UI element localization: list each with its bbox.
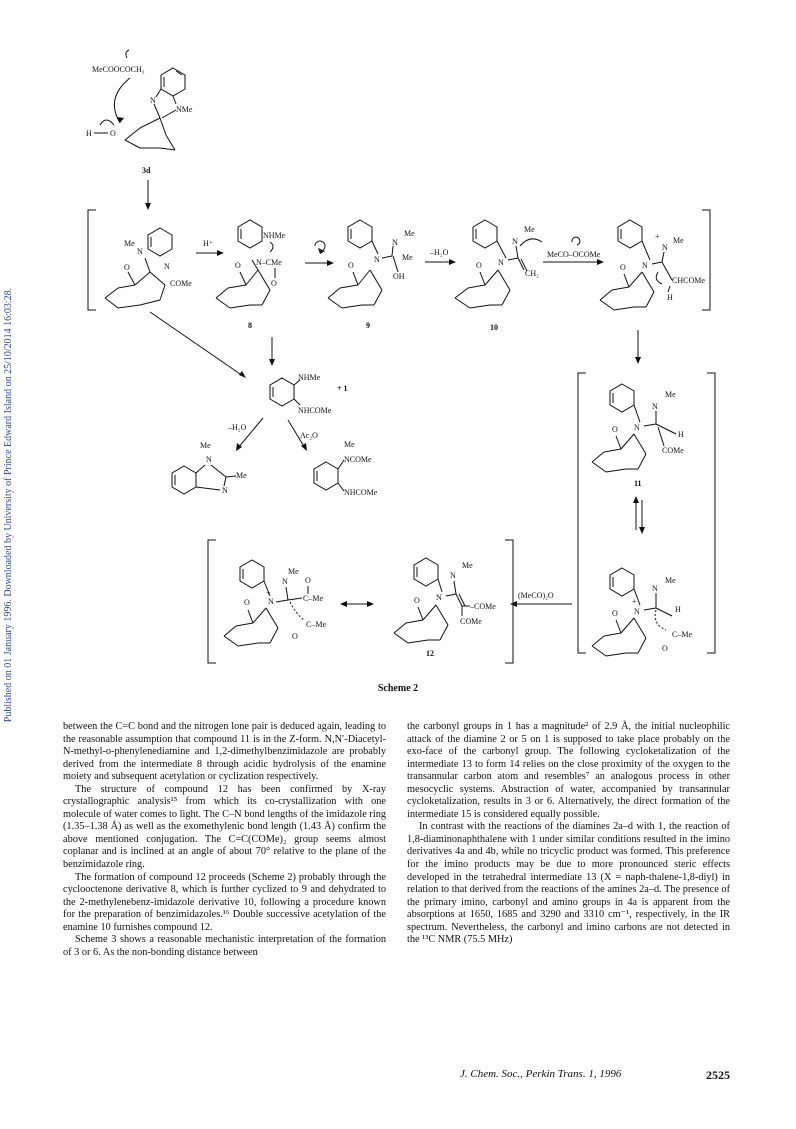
diacetyl-diamine-structure (270, 373, 348, 415)
diacetyl-product-structure (314, 440, 378, 497)
atom-me-12: Me (462, 561, 473, 570)
atom-me-a: Me (124, 239, 135, 248)
atom-plus-11i: + (632, 597, 637, 606)
compound-9-structure (328, 220, 415, 330)
label-11: 11 (634, 479, 642, 488)
atom-o-8b: O (235, 261, 241, 270)
download-watermark-text: Published on 01 January 1996. Downloaded by University of Prince Edward Island on 25/10/2014 16:03:28. (3, 287, 14, 723)
compound-8-structure (216, 220, 286, 330)
label-10: 10 (490, 323, 498, 332)
paragraph: The formation of compound 12 proceeds (Scheme 2) probably through the cyclooctenone derivative 8, which is further cyclized to 9 and dehydrated to the 2-methylenebenz-imidazole derivative 10, following a procedure known for the preparation of benzimidazoles.¹⁶ Double successive acetylation of the enamine 10 furnishes compound 12. (63, 871, 386, 933)
atom-h-11: H (678, 430, 684, 439)
atom-n-e1: N (206, 455, 212, 464)
atom-o-8: O (271, 279, 277, 288)
reagent-h-plus: H⁺ (203, 239, 213, 248)
body-column-right (407, 721, 730, 947)
atom-n-c1: N (662, 243, 668, 252)
atom-n-12ra: N (282, 577, 288, 586)
compound-10-structure (455, 220, 542, 332)
atom-come-11: COMe (662, 446, 684, 455)
atom-me-c: Me (673, 236, 684, 245)
reagent-minus-h2o-2: –H₂O (228, 423, 247, 432)
page-number: 2525 (706, 1068, 730, 1082)
atom-n-11ib: N (634, 607, 640, 616)
atom-o-c: O (620, 263, 626, 272)
reagent-mecoococh3: MeCOOCOCH₃ (92, 65, 145, 74)
atom-plus-12r: + (266, 588, 271, 597)
cation-intermediate-structure (600, 220, 705, 310)
atom-o-10: O (476, 261, 482, 270)
atom-o-9: O (348, 261, 354, 270)
reagent-meco-ocome: MeCO–OCOMe (547, 250, 601, 259)
compound-3d-structure (86, 50, 193, 175)
atom-n-11ia: N (652, 584, 658, 593)
compound-12-resonance-structure (224, 560, 326, 646)
journal-citation: J. Chem. Soc., Perkin Trans. 1, 1996 (460, 1068, 622, 1080)
atom-h-11i: H (675, 605, 681, 614)
intermediate-spiro-structure (105, 228, 192, 308)
paragraph: In contrast with the reactions of the diamines 2a–d with 1, the reaction of 1,8-diaminonaphthalene with 1 under similar conditions resulted in the imino derivatives 4a and 4b, while no tricyclic product was formed. This preference for the imino products may be due to more pronounced steric effects developed in the tetrahedral intermediate 13 (X = naph-thalene-1,8-diyl) in relation to that derived from the reactions of the amines 2a–d. The presence of the primary imino, carbonyl and amino groups in 4a is apparent from the absorptions at 1650, 1685 and 3290 and 3310 cm⁻¹, respectively, in the IR spectrum. Nevertheless, the carbonyl and imino carbons are not detected in the ¹³C NMR (75.5 MHz) (407, 821, 730, 946)
body-column-left (63, 721, 386, 959)
atom-o-11: O (612, 425, 618, 434)
atom-plus-c: + (655, 232, 660, 241)
paragraph: Scheme 3 shows a reasonable mechanistic interpretation of the formation of 3 or 6. As the non-bonding distance between (63, 934, 386, 958)
atom-me-11: Me (665, 390, 676, 399)
atom-chcome-c: CHCOMe (672, 276, 705, 285)
atom-n-12rb: N (268, 597, 274, 606)
atom-o-12: O (414, 596, 420, 605)
atom-h-c: H (667, 293, 673, 302)
atom-n-10a: N (512, 237, 518, 246)
paragraph: the carbonyl groups in 1 has a magnitude² of 2.9 Å, the initial nucleophilic attack of the diamine 2 or 5 on 1 is supposed to take place probably on the exo-face of the carbonyl group. The following cycloketalization of the intermediate 13 to form 14 relies on the close proximity of the oxygen to the transannular carbon atom and resembles⁷ an analogous process in other mesocyclic systems. Abstraction of water, accompanied by transannular cycloketalization, results in 3 or 6. Alternatively, the direct formation of the intermediate 15 is considered equally possible. (407, 721, 730, 820)
label-12: 12 (426, 649, 434, 658)
atom-n-11b: N (634, 423, 640, 432)
atom-cme-11i: C–Me (672, 630, 692, 639)
label-3d: 3d (142, 166, 151, 175)
page-footer (460, 1068, 730, 1080)
atom-me-9b: Me (402, 253, 413, 262)
dimethylbenzimidazole-structure (172, 441, 247, 495)
atom-o-11ia: O (662, 644, 668, 653)
paragraph: The structure of compound 12 has been confirmed by X-ray crystallographic analysis¹⁵ from which its co-crystallization with one molecule of water comes to light. The C–N bond lengths of the imidazole ring (1.35–1.38 Å) as well as the exomethylenic bond length (1.43 Å) confirm the above mentioned conjugation. The C=C(COMe)₂ group seems almost coplanar and is inclined at an angle of about 70° relative to the plane of the benzimidazole ring. (63, 783, 386, 871)
scheme-caption: Scheme 2 (377, 683, 419, 694)
atom-me-12r: Me (288, 567, 299, 576)
atom-nhme-d: NHMe (298, 373, 321, 382)
atom-n-a1: N (137, 247, 143, 256)
atom-n-c2: N (642, 261, 648, 270)
atom-n-9a: N (392, 238, 398, 247)
atom-me-e2: Me (236, 471, 247, 480)
atom-o-12ra: O (305, 576, 311, 585)
reagent-minus-h2o-1: –H₂O (430, 248, 449, 257)
atom-n-12a: N (450, 571, 456, 580)
atom-n-e2: N (222, 486, 228, 495)
atom-n-9b: N (374, 255, 380, 264)
reagent-ac2o: Ac₂O (300, 431, 318, 440)
atom-me-11i: Me (665, 576, 676, 585)
atom-n-a2: N (164, 262, 170, 271)
atom-me-e1: Me (200, 441, 211, 450)
atom-me-10: Me (524, 225, 535, 234)
atom-o-a: O (124, 263, 130, 272)
compound-11-structure (592, 384, 684, 488)
compound-12-structure (394, 558, 496, 658)
label-plus-one: + 1 (337, 384, 348, 393)
atom-n-11a: N (652, 402, 658, 411)
atom-n-12b: N (436, 593, 442, 602)
reagent-meco2o: (MeCO)₂O (518, 591, 554, 600)
atom-cme-12ra: C–Me (303, 594, 323, 603)
atom-come-12b: COMe (460, 617, 482, 626)
atom-nhcome-d: NHCOMe (298, 406, 332, 415)
atom-o-3d: O (110, 129, 116, 138)
atom-ncme-8: N–CMe (256, 258, 282, 267)
atom-cme-12rb: C–Me (306, 620, 326, 629)
atom-h-3d: H (86, 129, 92, 138)
atom-come-a: COMe (170, 279, 192, 288)
atom-n-3d: N (150, 96, 156, 105)
atom-nhcome-f: NHCOMe (344, 488, 378, 497)
compound-11-isomer-structure (592, 568, 692, 656)
paragraph: between the C=C bond and the nitrogen lone pair is deduced again, leading to the reasonable assumption that compound 11 is in the Z-form. N,N′-Diacetyl-N-methyl-o-phenylenediamine and 1,2-dimethylbenzimidazole are probably derived from the intermediate 8 through acidic hydrolysis of the enamine moiety and subsequent acetylation or cyclization respectively. (63, 721, 386, 783)
atom-me-9a: Me (404, 229, 415, 238)
atom-ch2-10: CH₂ (525, 269, 539, 278)
atom-oh-9: OH (393, 272, 405, 281)
atom-nhme-8: NHMe (263, 231, 286, 240)
atom-o-11ib: O (612, 609, 618, 618)
atom-o-12rc: O (292, 632, 298, 641)
atom-o-12rb: O (244, 598, 250, 607)
atom-come-12a: –COMe (470, 602, 496, 611)
atom-ncome-f: NCOMe (344, 455, 372, 464)
atom-n-10b: N (498, 258, 504, 267)
atom-nme-3d: NMe (176, 105, 193, 114)
label-9: 9 (366, 321, 370, 330)
atom-me-f: Me (344, 440, 355, 449)
label-8: 8 (248, 321, 252, 330)
